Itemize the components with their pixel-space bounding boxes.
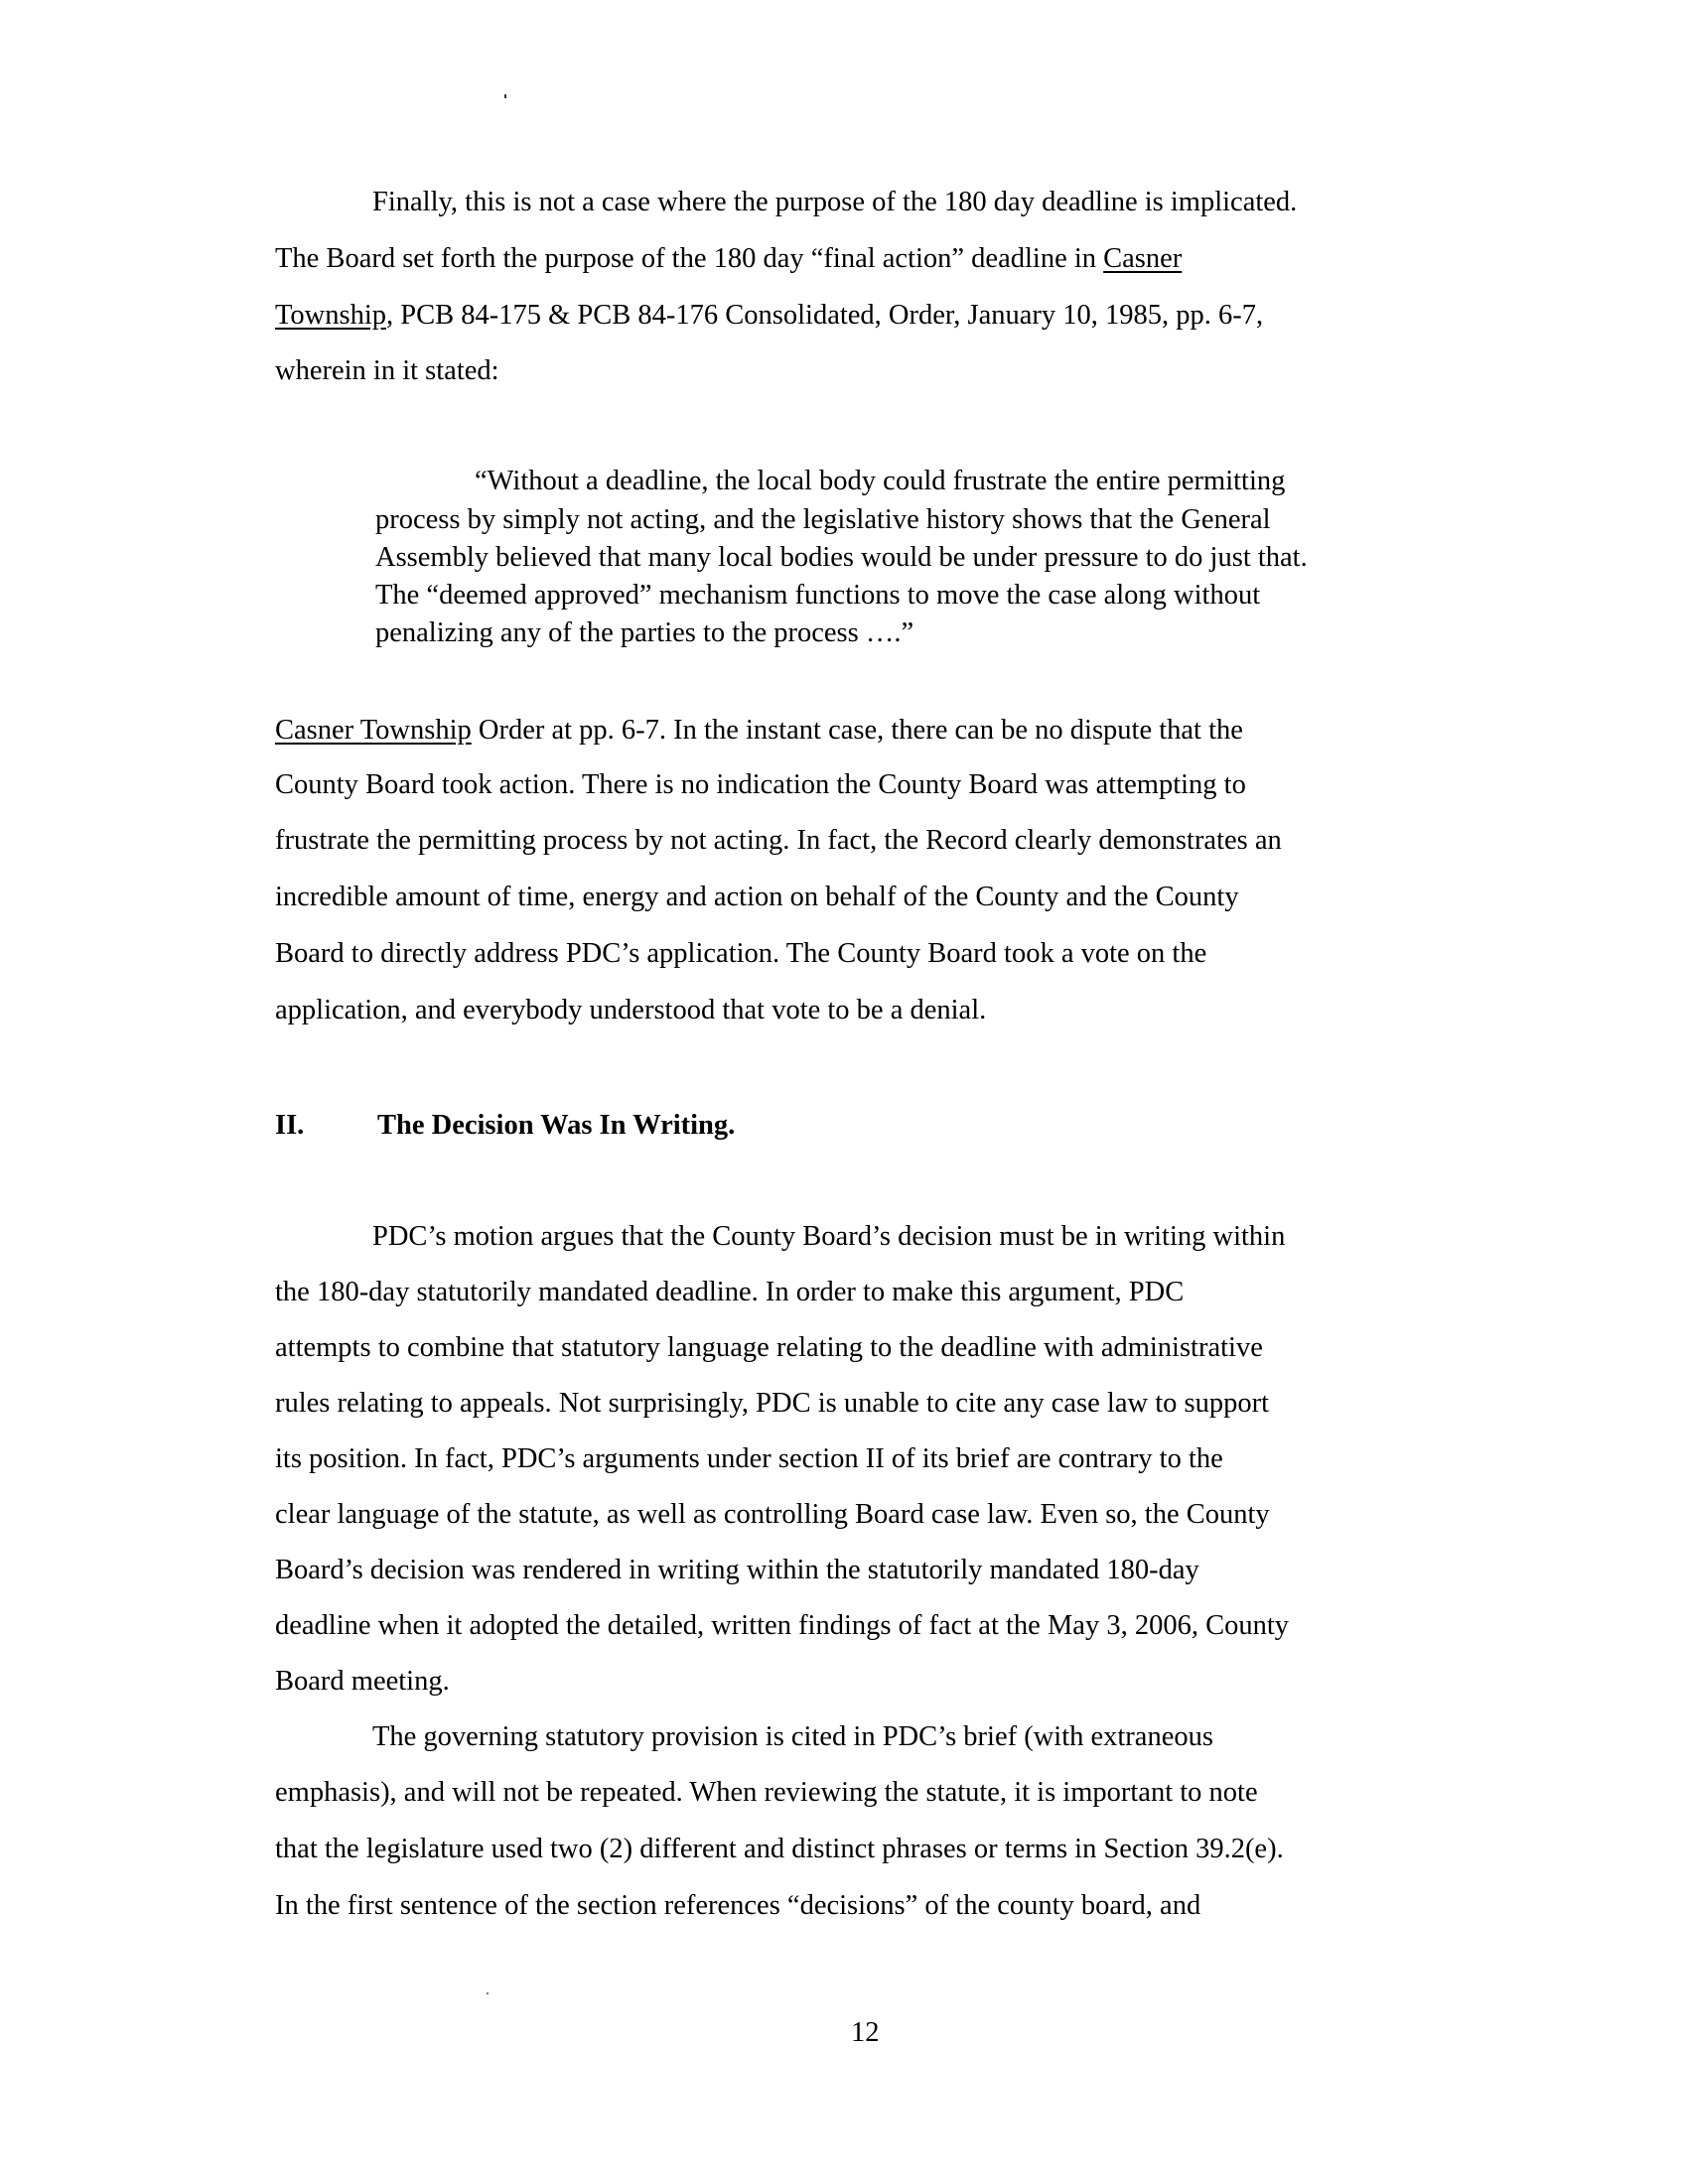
scan-artifact [487, 1992, 489, 1994]
text-segment: The Board set forth the purpose of the 180 day “final action” deadline in [275, 243, 1104, 274]
text-segment: Order at pp. 6-7. In the instant case, there can be no dispute that the [471, 715, 1243, 746]
text-line: attempts to combine that statutory language relating to the deadline with administrative [275, 1332, 1263, 1363]
text-line: its position. In fact, PDC’s arguments under section II of its brief are contrary to the [275, 1443, 1223, 1474]
text-line: Finally, this is not a case where the purpose of the 180 day deadline is implicated. [372, 187, 1298, 217]
quote-line: penalizing any of the parties to the process ….” [375, 617, 914, 648]
text-line: wherein in it stated: [275, 355, 499, 386]
quote-line: The “deemed approved” mechanism functions to move the case along without [375, 580, 1261, 611]
page-number: 12 [851, 2017, 880, 2048]
case-citation: Casner [1103, 243, 1183, 274]
text-line: The governing statutory provision is cited in PDC’s brief (with extraneous [372, 1721, 1213, 1752]
text-line: incredible amount of time, energy and action on behalf of the County and the County [275, 882, 1239, 912]
quote-line: “Without a deadline, the local body could frustrate the entire permitting [475, 466, 1286, 496]
text-line: the 180-day statutorily mandated deadline. In order to make this argument, PDC [275, 1277, 1185, 1307]
text-line: County Board took action. There is no indication the County Board was attempting to [275, 769, 1246, 800]
text-line: Board meeting. [275, 1666, 450, 1697]
text-line: PDC’s motion argues that the County Board’s decision must be in writing within [372, 1221, 1286, 1252]
quote-line: process by simply not acting, and the legislative history shows that the General [375, 504, 1271, 535]
scan-artifact [504, 94, 506, 98]
text-line: clear language of the statute, as well as controlling Board case law. Even so, the County [275, 1499, 1270, 1530]
text-line: rules relating to appeals. Not surprisingly, PDC is unable to cite any case law to support [275, 1388, 1269, 1419]
case-citation: Casner Township [275, 715, 472, 746]
text-line [275, 717, 1243, 746]
text-line: that the legislature used two (2) different and distinct phrases or terms in Section 39.2(e). [275, 1834, 1284, 1864]
text-line: Board to directly address PDC’s application. The County Board took a vote on the [275, 938, 1207, 969]
section-number: II. [275, 1110, 305, 1141]
text-line: application, and everybody understood that vote to be a denial. [275, 995, 987, 1025]
text-segment: , PCB 84-175 & PCB 84-176 Consolidated, Order, January 10, 1985, pp. 6-7, [386, 300, 1264, 331]
text-line: In the first sentence of the section references “decisions” of the county board, and [275, 1890, 1201, 1921]
text-line [275, 245, 1182, 274]
text-line [275, 302, 1263, 331]
text-line: emphasis), and will not be repeated. When reviewing the statute, it is important to note [275, 1777, 1258, 1808]
section-title: The Decision Was In Writing. [377, 1110, 736, 1141]
text-line: deadline when it adopted the detailed, written findings of fact at the May 3, 2006, County [275, 1610, 1289, 1641]
text-line: Board’s decision was rendered in writing within the statutorily mandated 180-day [275, 1555, 1199, 1585]
quote-line: Assembly believed that many local bodies would be under pressure to do just that. [375, 542, 1308, 573]
text-line: frustrate the permitting process by not acting. In fact, the Record clearly demonstrates an [275, 825, 1282, 856]
case-citation: Township [275, 300, 387, 331]
